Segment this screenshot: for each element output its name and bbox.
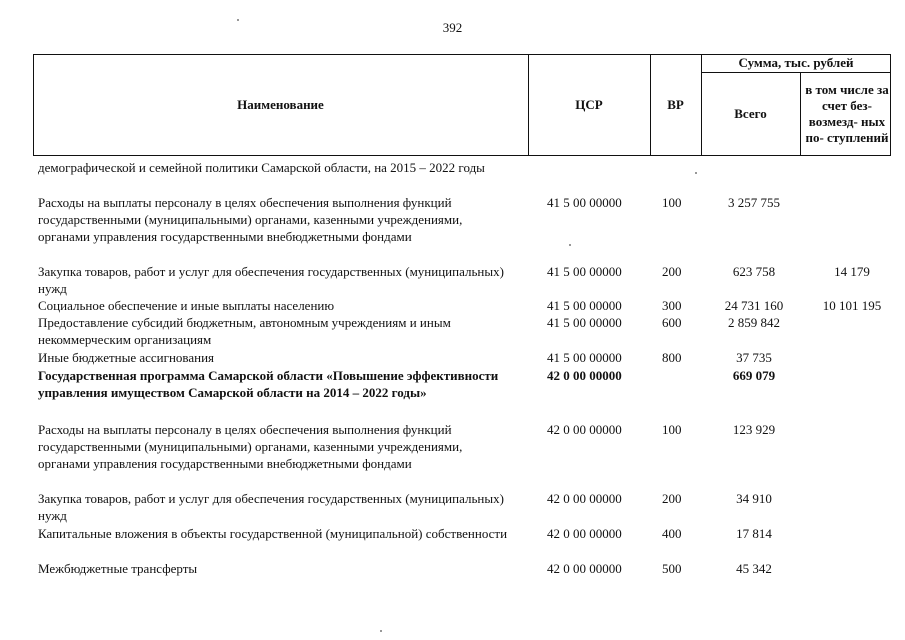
row-name: Предоставление субсидий бюджетным, автономным учреждениям и иным некоммерческим организациям xyxy=(38,315,451,347)
row-total: 123 929 xyxy=(732,422,776,437)
page-number: 392 xyxy=(442,20,463,35)
row-total: 17 814 xyxy=(736,526,772,541)
row-name: Межбюджетные трансферты xyxy=(38,561,198,576)
header-gratis: в том числе за счет без- возмезд- ных по- ступлений xyxy=(805,82,889,145)
row-csr: 42 0 00 00000 xyxy=(547,561,622,576)
scan-speck xyxy=(695,172,697,174)
row-csr: 42 0 00 00000 xyxy=(547,526,622,541)
row-gratis: 14 179 xyxy=(834,264,870,279)
row-total: 34 910 xyxy=(736,491,772,506)
header-csr: ЦСР xyxy=(575,97,603,112)
row-total: 669 079 xyxy=(732,368,776,383)
scan-speck xyxy=(569,244,571,246)
row-total: 24 731 160 xyxy=(724,298,784,313)
row-vr: 500 xyxy=(662,561,682,576)
row-vr: 600 xyxy=(662,315,682,330)
row-total: 45 342 xyxy=(736,561,772,576)
row-csr: 41 5 00 00000 xyxy=(547,350,622,365)
row-name: Расходы на выплаты персоналу в целях обеспечения выполнения функций государственными (муниципальными) органами, казенными учреждениями, органами управления государственными внебюджетными фондами xyxy=(38,422,463,471)
row-name: Государственная программа Самарской области «Повышение эффективности управления имуществом Самарской области на 2014 – 2022 годы» xyxy=(38,368,499,400)
row-vr: 800 xyxy=(662,350,682,365)
row-total: 623 758 xyxy=(732,264,776,279)
row-gratis: 10 101 195 xyxy=(822,298,882,313)
row-total: 37 735 xyxy=(736,350,772,365)
row-total: 3 257 755 xyxy=(728,195,780,210)
row-csr: 42 0 00 00000 xyxy=(547,368,622,383)
row-name: Капитальные вложения в объекты государственной (муниципальной) собственности xyxy=(38,526,508,541)
header-vr: ВР xyxy=(667,97,684,112)
row-csr: 42 0 00 00000 xyxy=(547,491,622,506)
scan-speck xyxy=(237,19,239,21)
row-csr: 42 0 00 00000 xyxy=(547,422,622,437)
row-csr: 41 5 00 00000 xyxy=(547,298,622,313)
row-vr: 300 xyxy=(662,298,682,313)
header-total: Всего xyxy=(734,106,767,121)
header-sum: Сумма, тыс. рублей xyxy=(738,55,854,70)
scan-speck xyxy=(380,630,382,632)
row-csr: 41 5 00 00000 xyxy=(547,315,622,330)
row-vr: 200 xyxy=(662,491,682,506)
row-name: Социальное обеспечение и иные выплаты населению xyxy=(38,298,335,313)
row-total: 2 859 842 xyxy=(728,315,780,330)
row-name: Иные бюджетные ассигнования xyxy=(38,350,215,365)
header-name: Наименование xyxy=(237,97,324,112)
row-vr: 100 xyxy=(662,422,682,437)
row-name: демографической и семейной политики Самарской области, на 2015 – 2022 годы xyxy=(38,160,485,175)
row-name: Закупка товаров, работ и услуг для обеспечения государственных (муниципальных) нужд xyxy=(38,491,504,523)
row-vr: 400 xyxy=(662,526,682,541)
row-vr: 100 xyxy=(662,195,682,210)
row-name: Закупка товаров, работ и услуг для обеспечения государственных (муниципальных) нужд xyxy=(38,264,504,296)
header-divider-total xyxy=(800,72,801,156)
table-header xyxy=(33,54,891,156)
row-name: Расходы на выплаты персоналу в целях обеспечения выполнения функций государственными (муниципальными) органами, казенными учреждениями, органами управления государственными внебюджетными фондами xyxy=(38,195,463,244)
row-csr: 41 5 00 00000 xyxy=(547,195,622,210)
row-csr: 41 5 00 00000 xyxy=(547,264,622,279)
row-vr: 200 xyxy=(662,264,682,279)
